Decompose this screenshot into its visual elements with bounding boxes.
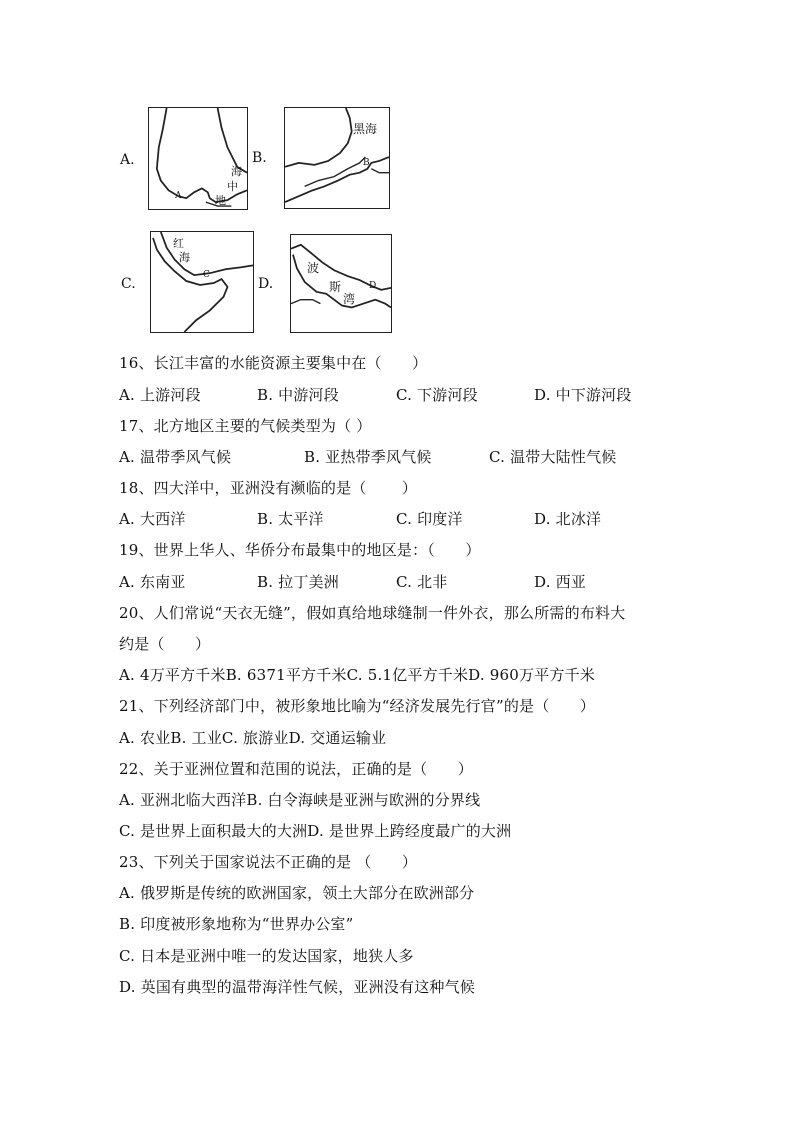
question-18-stem: 18、四大洋中，亚洲没有濒临的是（ ） <box>119 479 418 497</box>
q17-option-b[interactable]: B. 亚热带季风气候 <box>304 448 432 466</box>
question-22-options-line-1[interactable]: A. 亚洲北临大西洋B. 白令海峡是亚洲与欧洲的分界线 <box>119 791 481 809</box>
q18-option-b[interactable]: B. 太平洋 <box>257 510 324 528</box>
map-c-label-hong: 红 <box>173 237 184 250</box>
q19-option-d[interactable]: D. 西亚 <box>534 573 587 591</box>
map-option-a-label[interactable]: A. <box>120 152 135 168</box>
question-23-option-b[interactable]: B. 印度被形象地称为“世界办公室” <box>119 915 354 933</box>
map-a-label-zhong: 中 <box>227 180 238 193</box>
question-19-stem: 19、世界上华人、华侨分布最集中的地区是：（ ） <box>119 541 481 559</box>
question-21-stem: 21、下列经济部门中，被形象地比喻为“经济发展先行官”的是（ ） <box>119 697 596 715</box>
map-a-mediterranean[interactable] <box>148 107 248 210</box>
map-b-label-black-sea: 黑海 <box>353 122 378 136</box>
q19-option-c[interactable]: C. 北非 <box>396 573 448 591</box>
question-23-option-d[interactable]: D. 英国有典型的温带海洋性气候，亚洲没有这种气候 <box>119 978 476 996</box>
question-20-options[interactable]: A. 4万平方千米B. 6371平方千米C. 5.1亿平方千米D. 960万平方千米 <box>119 666 596 684</box>
map-a-label-hai: 海 <box>231 165 242 178</box>
map-a-label-point: A <box>175 191 182 201</box>
question-22-options-line-2[interactable]: C. 是世界上面积最大的大洲D. 是世界上跨经度最广的大洲 <box>119 822 512 840</box>
question-22-stem: 22、关于亚洲位置和范围的说法，正确的是（ ） <box>119 760 473 778</box>
map-c-label-hai: 海 <box>179 251 190 264</box>
map-d-label-bo: 波 <box>307 261 320 275</box>
question-21-options[interactable]: A. 农业B. 工业C. 旅游业D. 交通运输业 <box>119 729 387 747</box>
question-20-stem-line-2: 约是（ ） <box>119 635 211 653</box>
question-23-option-a[interactable]: A. 俄罗斯是传统的欧洲国家，领土大部分在欧洲部分 <box>119 884 475 902</box>
q17-option-a[interactable]: A. 温带季风气候 <box>119 448 232 466</box>
q18-option-d[interactable]: D. 北冰洋 <box>534 510 602 528</box>
map-d-label-wan: 湾 <box>343 292 356 306</box>
q16-option-b[interactable]: B. 中游河段 <box>257 386 339 404</box>
question-23-option-c[interactable]: C. 日本是亚洲中唯一的发达国家，地狭人多 <box>119 947 414 965</box>
map-option-d-label[interactable]: D. <box>258 276 274 292</box>
map-b-label-point: B <box>363 158 370 168</box>
map-c-drawing <box>151 232 253 332</box>
question-16-stem: 16、长江丰富的水能资源主要集中在（ ） <box>119 354 428 372</box>
map-d-persian-gulf[interactable] <box>290 234 392 333</box>
question-23-stem: 23、下列关于国家说法不正确的是 （ ） <box>119 853 418 871</box>
map-d-label-si: 斯 <box>329 280 342 294</box>
q19-option-a[interactable]: A. 东南亚 <box>119 573 186 591</box>
q16-option-d[interactable]: D. 中下游河段 <box>534 386 632 404</box>
map-a-drawing <box>149 108 247 209</box>
map-d-label-point: D <box>369 281 377 291</box>
map-b-black-sea[interactable] <box>284 107 390 209</box>
map-option-c-label[interactable]: C. <box>121 276 136 292</box>
question-20-stem-line-1: 20、人们常说“天衣无缝”，假如真给地球缝制一件外衣，那么所需的布料大 <box>119 604 626 622</box>
question-17-stem: 17、北方地区主要的气候类型为（ ） <box>119 417 372 435</box>
q18-option-a[interactable]: A. 大西洋 <box>119 510 186 528</box>
map-a-label-di: 地 <box>215 194 226 207</box>
q16-option-c[interactable]: C. 下游河段 <box>396 386 478 404</box>
map-option-b-label[interactable]: B. <box>252 150 267 166</box>
q16-option-a[interactable]: A. 上游河段 <box>119 386 201 404</box>
q19-option-b[interactable]: B. 拉丁美洲 <box>257 573 339 591</box>
q17-option-c[interactable]: C. 温带大陆性气候 <box>489 448 617 466</box>
map-c-red-sea[interactable] <box>150 231 254 333</box>
q18-option-c[interactable]: C. 印度洋 <box>396 510 463 528</box>
map-c-label-point: C <box>203 270 210 280</box>
